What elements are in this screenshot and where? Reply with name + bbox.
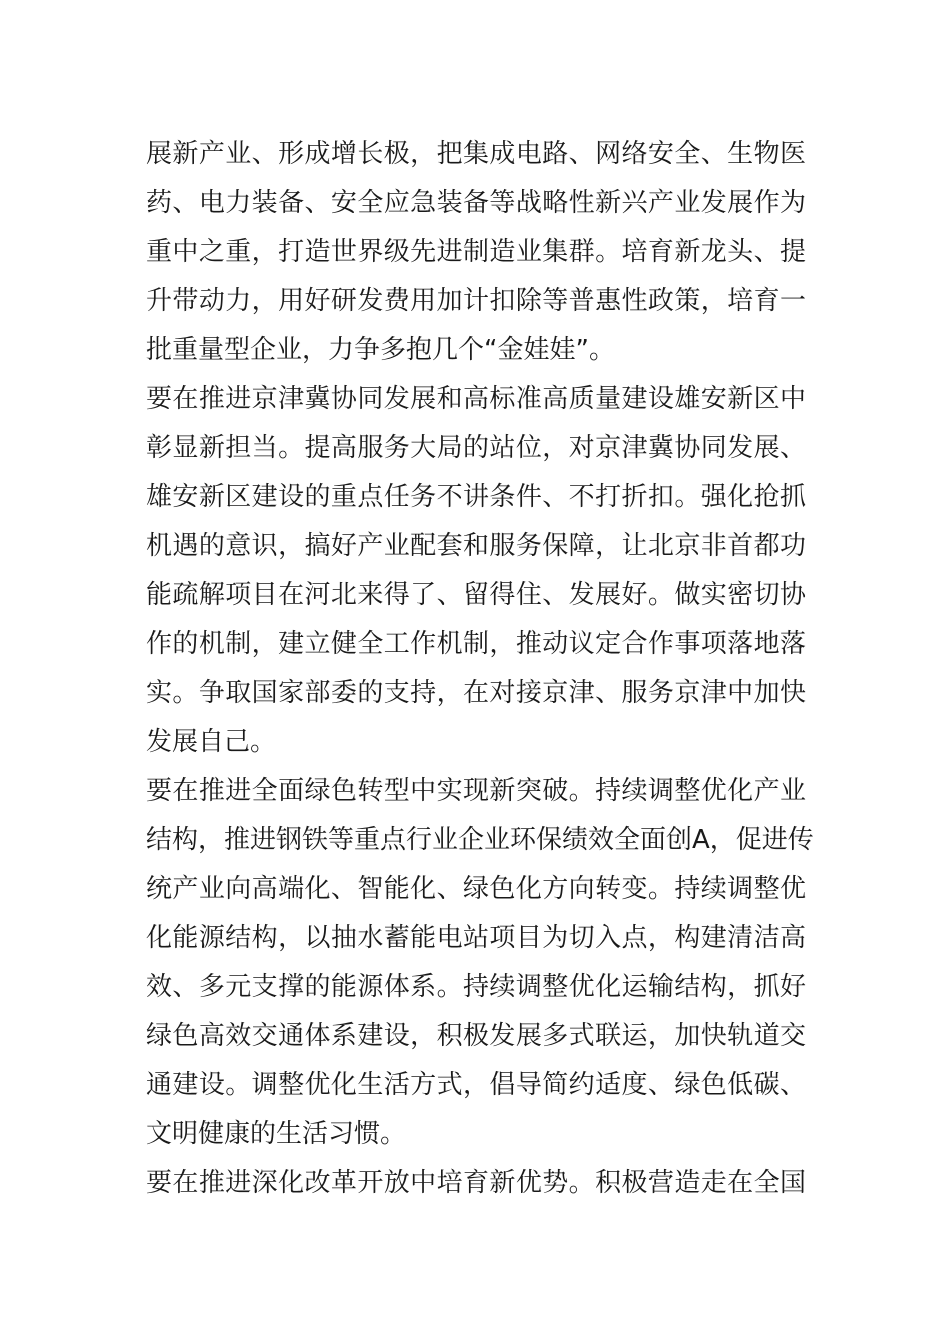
text-line: 升带动力，用好研发费用加计扣除等普惠性政策，培育一 <box>146 286 806 316</box>
text-line: 能疏解项目在河北来得了、留得住、发展好。做实密切协 <box>146 580 806 610</box>
text-line: 要在推进深化改革开放中培育新优势。积极营造走在全国 <box>146 1168 806 1198</box>
text-line: 作的机制，建立健全工作机制，推动议定合作事项落地落 <box>146 629 806 659</box>
text-line: 彰显新担当。提高服务大局的站位，对京津冀协同发展、 <box>146 433 806 463</box>
text-line: 通建设。调整优化生活方式，倡导简约适度、绿色低碳、 <box>146 1070 806 1100</box>
text-line: 实。争取国家部委的支持，在对接京津、服务京津中加快 <box>146 678 806 708</box>
text-line: 雄安新区建设的重点任务不讲条件、不打折扣。强化抢抓 <box>146 482 806 512</box>
text-line: 绿色高效交通体系建设，积极发展多式联运，加快轨道交 <box>146 1021 806 1051</box>
text-line: 化能源结构，以抽水蓄能电站项目为切入点，构建清洁高 <box>146 923 806 953</box>
text-line: 批重量型企业，力争多抱几个“金娃娃”。 <box>146 335 615 365</box>
paragraph-reform-opening <box>146 1159 806 1208</box>
text-line: 药、电力装备、安全应急装备等战略性新兴产业发展作为 <box>146 188 806 218</box>
text-line: 结构，推进钢铁等重点行业企业环保绩效全面创A，促进传 <box>146 825 814 855</box>
text-line: 统产业向高端化、智能化、绿色化方向转变。持续调整优 <box>146 874 806 904</box>
paragraph-industry <box>146 130 806 375</box>
text-line: 文明健康的生活习惯。 <box>146 1119 407 1149</box>
text-line: 发展自己。 <box>146 727 277 757</box>
text-line: 重中之重，打造世界级先进制造业集群。培育新龙头、提 <box>146 237 806 267</box>
text-line: 要在推进全面绿色转型中实现新突破。持续调整优化产业 <box>146 776 806 806</box>
paragraph-jingjinji <box>146 375 806 767</box>
text-line: 效、多元支撑的能源体系。持续调整优化运输结构，抓好 <box>146 972 806 1002</box>
text-line: 机遇的意识，搞好产业配套和服务保障，让北京非首都功 <box>146 531 806 561</box>
text-line: 要在推进京津冀协同发展和高标准高质量建设雄安新区中 <box>146 384 806 414</box>
text-line: 展新产业、形成增长极，把集成电路、网络安全、生物医 <box>146 139 806 169</box>
body-text <box>146 130 814 1208</box>
paragraph-green-transition <box>146 767 814 1159</box>
